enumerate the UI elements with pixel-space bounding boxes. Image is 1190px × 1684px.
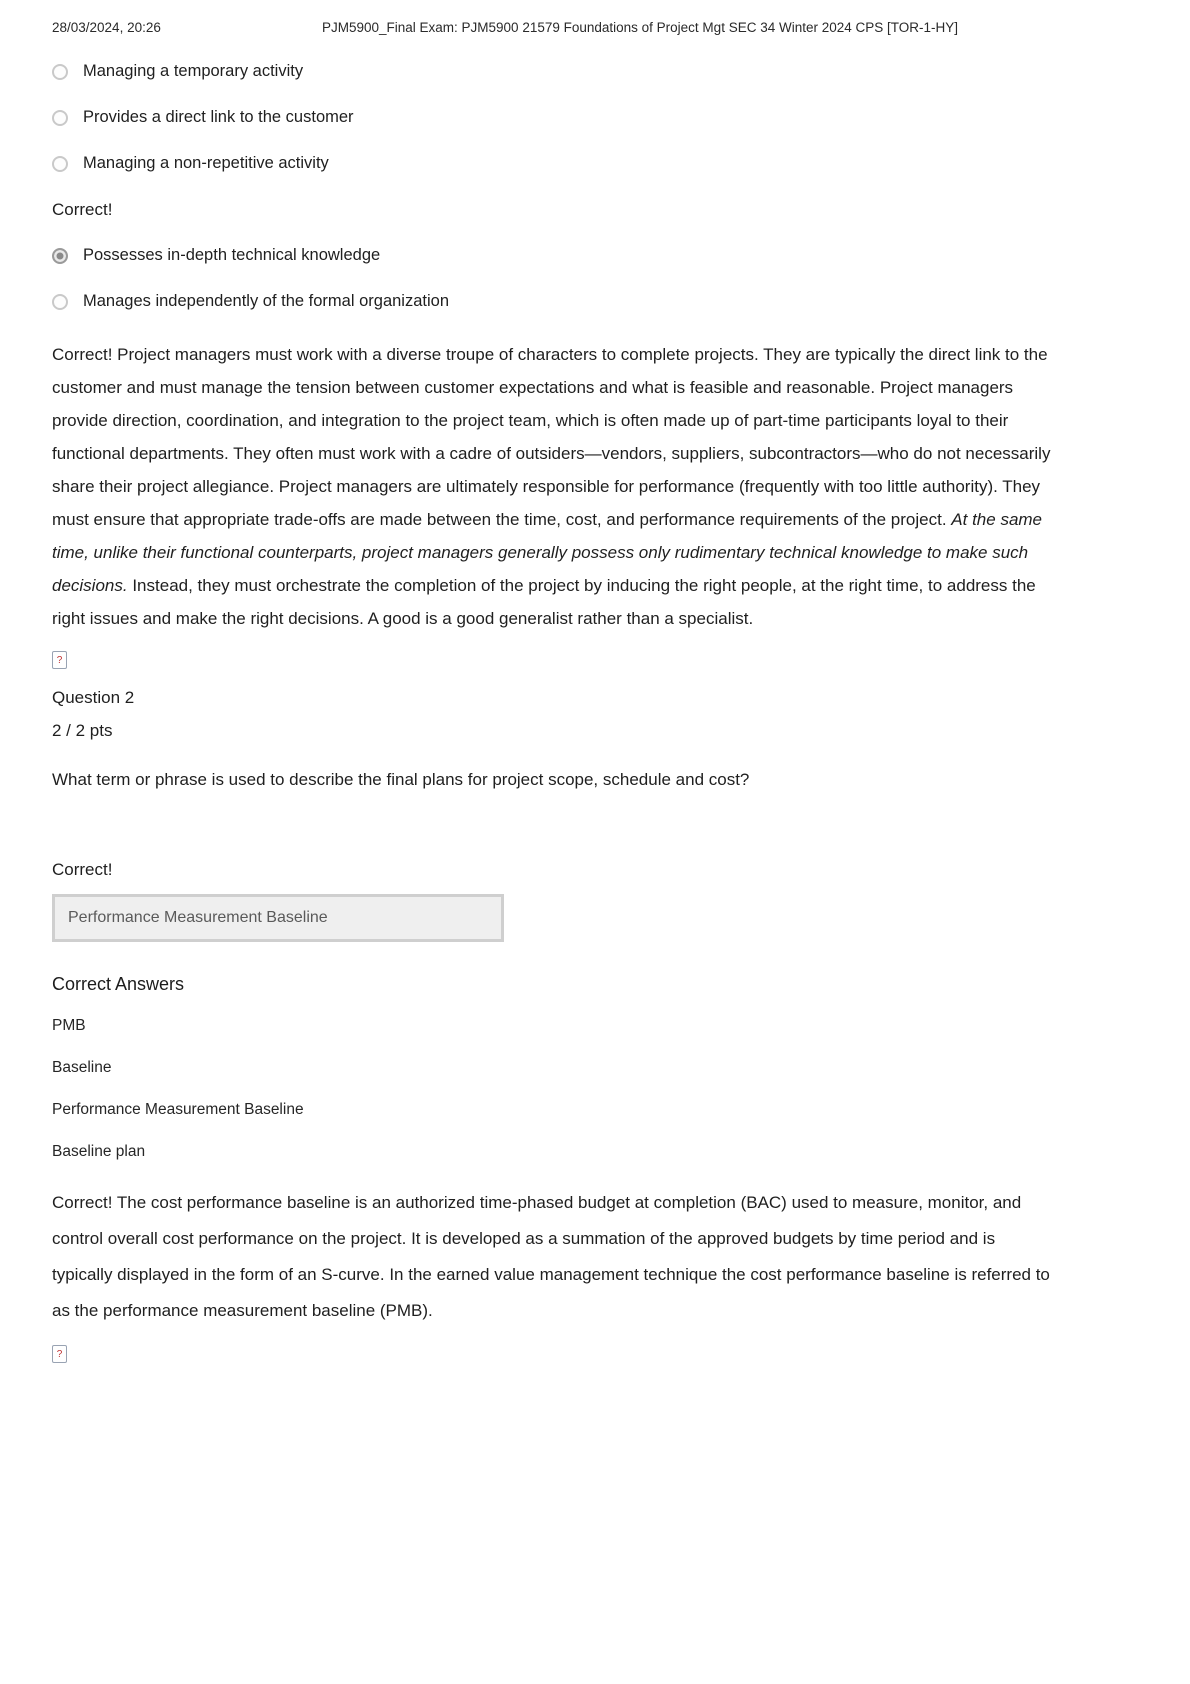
correct-answer-item: Baseline — [52, 1059, 112, 1076]
explanation-italic-text: At the same time, unlike their functional counterparts, project managers generally possess only rudimentary technical knowledge to make such decisions. — [52, 510, 1043, 595]
answer-option[interactable] — [52, 108, 1056, 127]
question-prompt: What term or phrase is used to describe the final plans for project scope, schedule and cost? — [52, 770, 750, 789]
answer-option-label: Managing a non-repetitive activity — [83, 154, 329, 172]
correct-answer-item: Baseline plan — [52, 1143, 146, 1160]
answer-option[interactable] — [52, 246, 1056, 265]
correct-badge: Correct! — [52, 200, 113, 219]
radio-button-icon[interactable] — [52, 64, 68, 80]
broken-image-icon: ? — [52, 1345, 67, 1363]
radio-button-icon[interactable] — [52, 294, 68, 310]
correct-answer-item: Performance Measurement Baseline — [52, 1101, 304, 1118]
correct-answers-list — [52, 1017, 1056, 1161]
explanation-text: Correct! Project managers must work with a diverse troupe of characters to complete projects. They are typically the direct link to the customer and must manage the tension between customer expectations and what is feasible and reasonable. Project managers provide direction, coordination, and integration to the project team, which is often made up of part-time participants loyal to their functional departments. They often must work with a cadre of outsiders—vendors, suppliers, subcontractors—who do not necessarily share their project allegiance. Project managers are ultimately responsible for performance (frequently with too little authority). They must ensure that appropriate trade-offs are made between the time, cost, and performance requirements of the project. — [52, 345, 1051, 529]
answer-option[interactable] — [52, 154, 1056, 173]
question-points: 2 / 2 pts — [52, 721, 113, 740]
question1-explanation — [52, 338, 1056, 635]
question-title: Question 2 — [52, 688, 135, 707]
radio-button-icon[interactable] — [52, 110, 68, 126]
broken-image-icon: ? — [52, 651, 67, 669]
print-timestamp: 28/03/2024, 20:26 — [52, 20, 161, 35]
question2-explanation: Correct! The cost performance baseline is an authorized time-phased budget at completion (BAC) used to measure, monitor, and control overall cost performance on the project. It is developed as a summation of the approved budgets by time period and is typically displayed in the form of an S-curve. In the earned value management technique the cost performance baseline is referred to as the performance measurement baseline (PMB). — [52, 1193, 1050, 1320]
answer-option-label: Managing a temporary activity — [83, 62, 304, 80]
correct-badge: Correct! — [52, 860, 113, 879]
radio-button-icon[interactable] — [52, 156, 68, 172]
answer-option-label: Possesses in-depth technical knowledge — [83, 246, 381, 264]
correct-answers-heading: Correct Answers — [52, 974, 185, 994]
answer-option[interactable] — [52, 292, 1056, 311]
print-title: PJM5900_Final Exam: PJM5900 21579 Foundations of Project Mgt SEC 34 Winter 2024 CPS [TOR-1-HY] — [321, 20, 959, 35]
answer-option[interactable] — [52, 62, 1056, 81]
answer-option-label: Manages independently of the formal organization — [83, 292, 449, 310]
radio-button-icon[interactable] — [52, 248, 68, 264]
explanation-text: Instead, they must orchestrate the completion of the project by inducing the right people, at the right time, to address the right issues and make the right decisions. A good is a good generalist rather than a specialist. — [52, 576, 1036, 628]
correct-answer-item: PMB — [52, 1017, 86, 1034]
answer-input[interactable] — [52, 894, 504, 942]
print-header — [52, 20, 1138, 38]
answer-option-label: Provides a direct link to the customer — [83, 108, 354, 126]
